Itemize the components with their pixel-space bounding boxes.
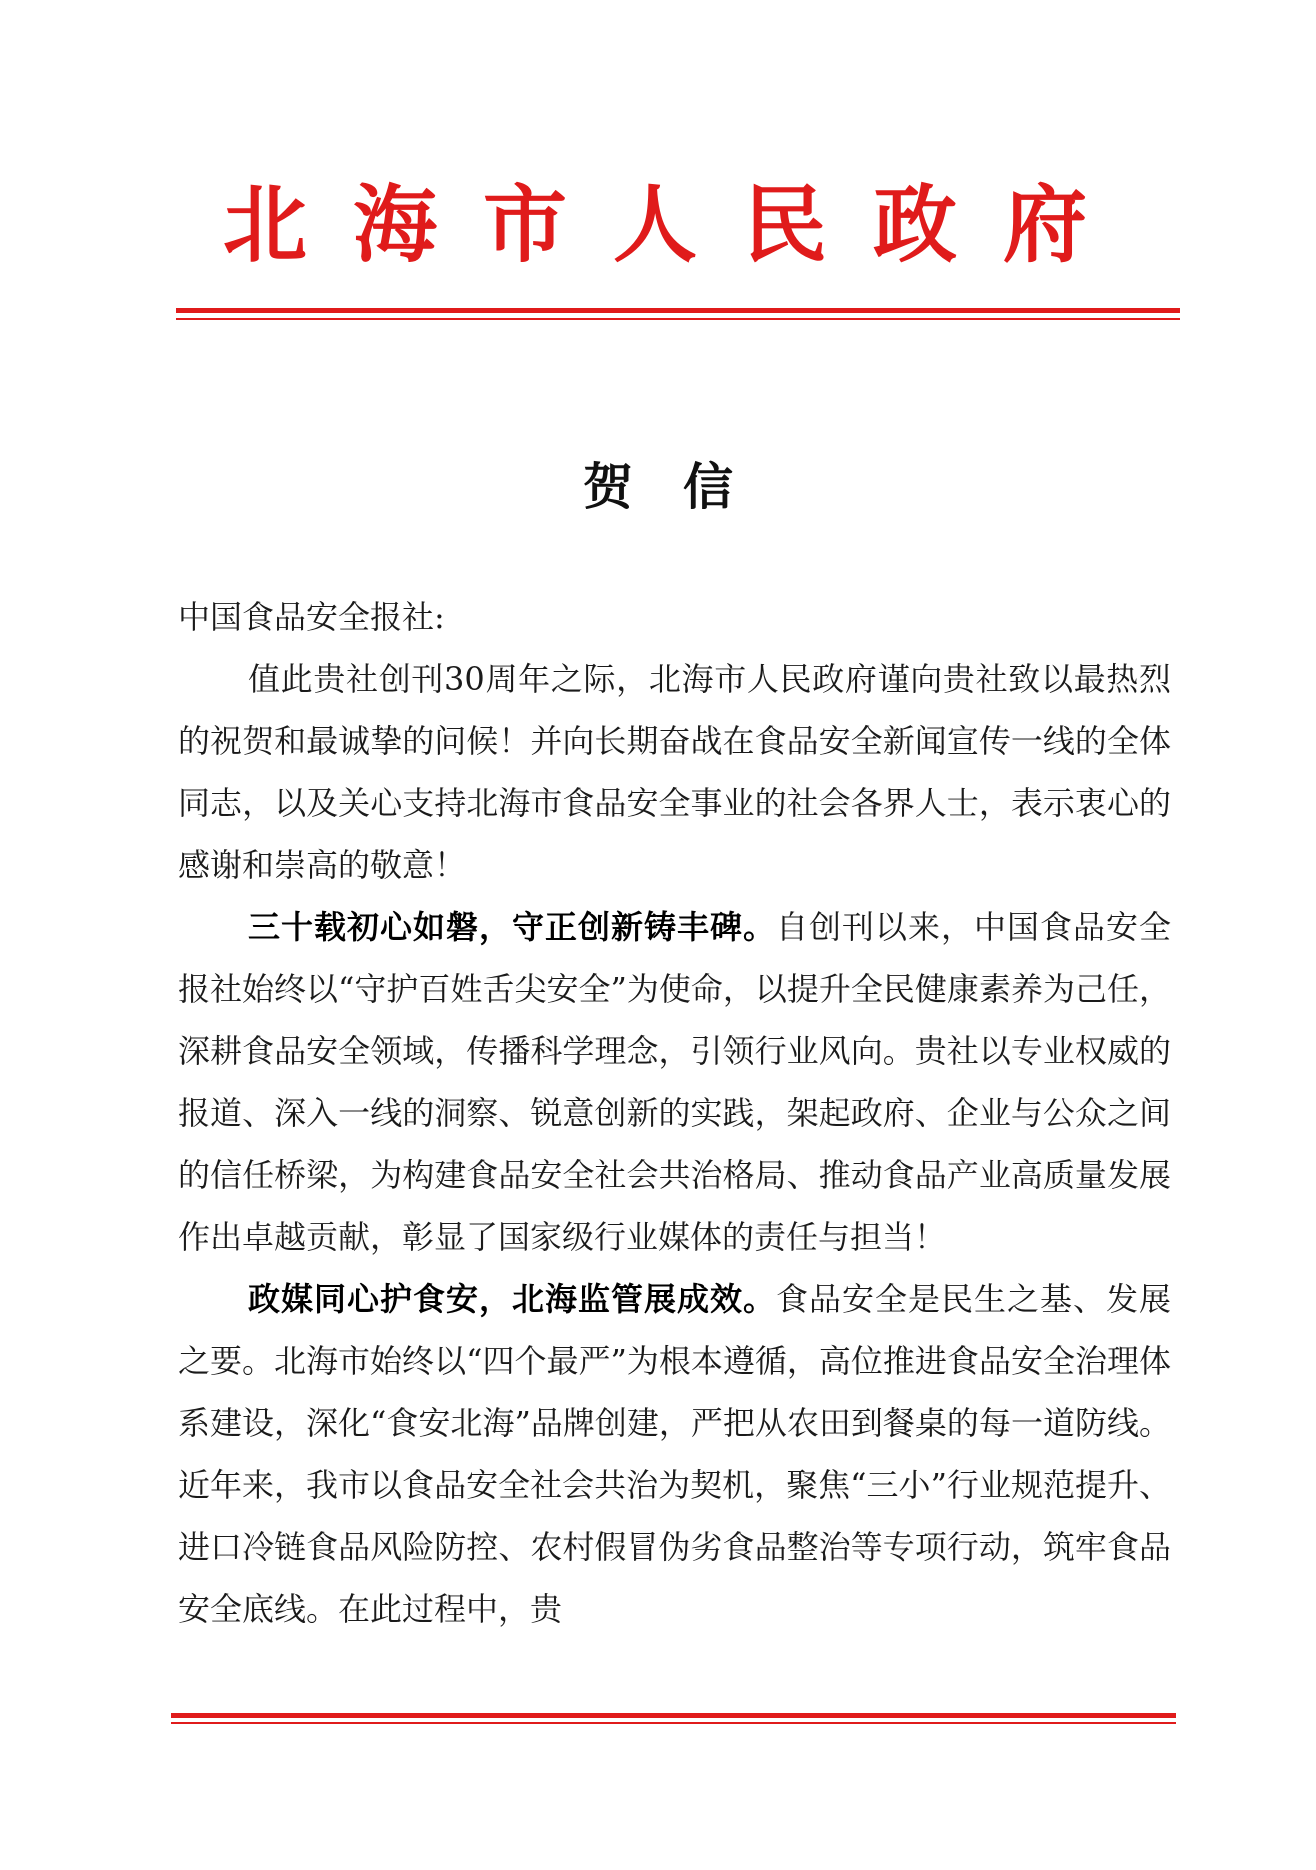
letter-title: 贺信 [583,457,783,516]
paragraph-2-lead: 三十载初心如磐，守正创新铸丰碑。 [248,908,776,946]
paragraph-1-text: 值此贵社创刊30周年之际，北海市人民政府谨向贵社致以最热烈的祝贺和最诚挚的问候！并向长期奋战在食品安全新闻宣传一线的全体同志，以及关心支持北海市食品安全事业的社会各界人士，表示衷心的感谢和崇高的敬意！ [178,660,1171,884]
letter-salutation: 中国食品安全报社: [178,598,445,636]
divider-thin-line [176,318,1180,320]
paragraph-3-text: 食品安全是民生之基、发展之要。北海市始终以“四个最严”为根本遵循，高位推进食品安全治理体系建设，深化“食安北海”品牌创建，严把从农田到餐桌的每一道防线。近年来，我市以食品安全社会共治为契机，聚焦“三小”行业规范提升、进口冷链食品风险防控、农村假冒伪劣食品整治等专项行动，筑牢食品安全底线。在此过程中，贵 [178,1280,1171,1628]
divider-thick-line [176,308,1180,313]
paragraph-3-lead: 政媒同心护食安，北海监管展成效。 [248,1280,776,1318]
paragraph-3 [178,1268,1171,1640]
footer-divider-thin-line [171,1722,1176,1724]
paragraph-2 [178,896,1171,1268]
letterhead-organization: 北海市人民政府 [222,175,1133,274]
paragraph-1 [178,648,1171,896]
letter-body [178,586,1171,1640]
footer-divider-thick-line [171,1713,1176,1718]
paragraph-2-text: 自创刊以来，中国食品安全报社始终以“守护百姓舌尖安全”为使命，以提升全民健康素养为己任，深耕食品安全领域，传播科学理念，引领行业风向。贵社以专业权威的报道、深入一线的洞察、锐意创新的实践，架起政府、企业与公众之间的信任桥梁，为构建食品安全社会共治格局、推动食品产业高质量发展作出卓越贡献，彰显了国家级行业媒体的责任与担当！ [178,908,1171,1256]
